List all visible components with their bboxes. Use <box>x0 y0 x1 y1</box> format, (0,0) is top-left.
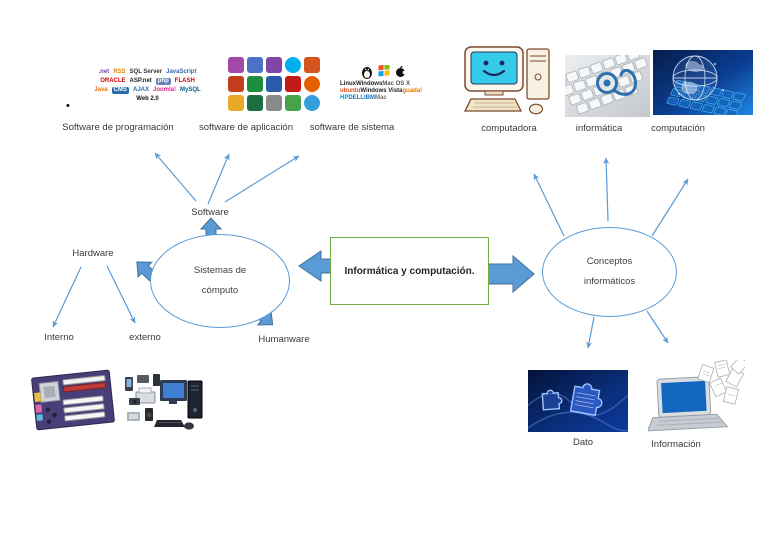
tux-icon <box>361 65 373 79</box>
node-label-line2: cómputo <box>201 285 239 296</box>
app-icon <box>266 76 282 92</box>
app-icon <box>228 95 244 111</box>
os-logo: Mac <box>375 95 387 101</box>
node-label-line1: Conceptos <box>586 256 633 267</box>
app-icon <box>228 57 244 73</box>
caption-software-aplicacion: software de aplicación <box>199 122 293 133</box>
node-informatica-y-computacion <box>330 237 489 305</box>
app-icon <box>247 76 263 92</box>
caption-software-programacion: Software de programación <box>62 122 174 133</box>
list-bullet: • <box>66 100 70 112</box>
software-logo: AJAX <box>133 87 150 93</box>
app-icon <box>285 57 301 73</box>
software-logo: ASP.net <box>129 78 152 84</box>
block-arrow-center-to-conceptos <box>488 256 534 292</box>
os-logo: Windows <box>356 81 383 87</box>
dato-puzzle-image <box>528 370 628 432</box>
os-logo: Windows Vista <box>360 88 403 94</box>
os-logo: IBM <box>364 95 376 101</box>
os-logo: HP <box>340 95 349 101</box>
label-interno: Interno <box>44 332 74 343</box>
app-icon <box>304 57 320 73</box>
os-logo: Linux <box>340 81 356 87</box>
arrow-conceptos-to-informatica <box>606 158 608 221</box>
os-logo: ubuntu <box>340 88 361 94</box>
label-dato: Dato <box>572 437 594 448</box>
informatica-keyboard-stethoscope-image <box>565 55 650 117</box>
app-icon <box>266 57 282 73</box>
center-box-label: Informática y computación. <box>344 265 475 277</box>
arrow-software-to-programacion <box>155 153 196 201</box>
block-arrow-center-to-sistemas <box>299 251 331 281</box>
app-icon <box>285 95 301 111</box>
app-icon <box>228 76 244 92</box>
os-logo: guada! <box>402 88 423 94</box>
apple-logo-icon <box>395 65 406 79</box>
app-icon <box>247 95 263 111</box>
arrow-software-to-sistema <box>225 156 299 202</box>
motherboard-interno-image <box>30 369 115 431</box>
caption-computacion: computación <box>651 123 705 134</box>
software-logo: Java <box>94 87 108 93</box>
node-label-line2: informáticos <box>583 276 636 287</box>
label-hardware: Hardware <box>72 248 114 259</box>
software-logo: FLASH <box>174 78 195 84</box>
arrow-conceptos-to-informacion <box>647 311 668 343</box>
arrow-software-to-aplicacion <box>208 154 229 204</box>
software-logo: Web 2.0 <box>136 96 159 102</box>
node-sistemas-de-computo <box>150 234 290 328</box>
node-label-line1: Sistemas de <box>193 265 247 276</box>
peripherals-externo-image <box>123 372 207 432</box>
app-icon <box>247 57 263 73</box>
label-software: Software <box>191 207 229 218</box>
informacion-laptop-documents-image <box>648 360 745 433</box>
arrow-hardware-to-externo <box>107 266 135 323</box>
arrow-conceptos-to-computadora <box>534 174 564 236</box>
computacion-globe-laptop-image <box>653 50 753 115</box>
os-logo: Mac OS X <box>382 81 410 87</box>
windows-flag-icon <box>378 65 390 79</box>
app-icon <box>304 95 320 111</box>
software-logo: .net <box>98 69 110 75</box>
os-logo: DELL <box>348 95 365 101</box>
software-logo: RSS <box>113 69 126 75</box>
arrow-conceptos-to-computacion <box>652 179 688 236</box>
caption-informatica: informática <box>575 123 623 134</box>
software-logo: CMS <box>113 87 127 93</box>
system-software-collage-image <box>340 50 427 117</box>
software-logo: Joomla! <box>153 87 177 93</box>
computadora-cartoon-image <box>463 45 557 118</box>
app-icon <box>266 95 282 111</box>
software-logo: JavaScript <box>166 69 197 75</box>
caption-software-sistema: software de sistema <box>309 122 395 133</box>
app-icon <box>304 76 320 92</box>
software-logo: SQL Server <box>129 69 163 75</box>
software-logo: php <box>157 78 169 84</box>
software-logo: MySQL <box>180 87 201 93</box>
label-externo: externo <box>129 332 161 343</box>
label-informacion: Información <box>651 439 701 450</box>
app-icon <box>285 76 301 92</box>
label-humanware: Humanware <box>258 334 310 345</box>
application-software-icons-image <box>228 50 320 117</box>
node-conceptos-informaticos <box>542 227 677 317</box>
software-logo: ORACLE <box>100 78 126 84</box>
caption-computadora: computadora <box>481 123 537 134</box>
system-logo-list <box>340 81 427 102</box>
programming-software-collage-image <box>92 55 203 117</box>
arrow-conceptos-to-dato <box>588 317 594 348</box>
arrow-hardware-to-interno <box>53 267 81 327</box>
